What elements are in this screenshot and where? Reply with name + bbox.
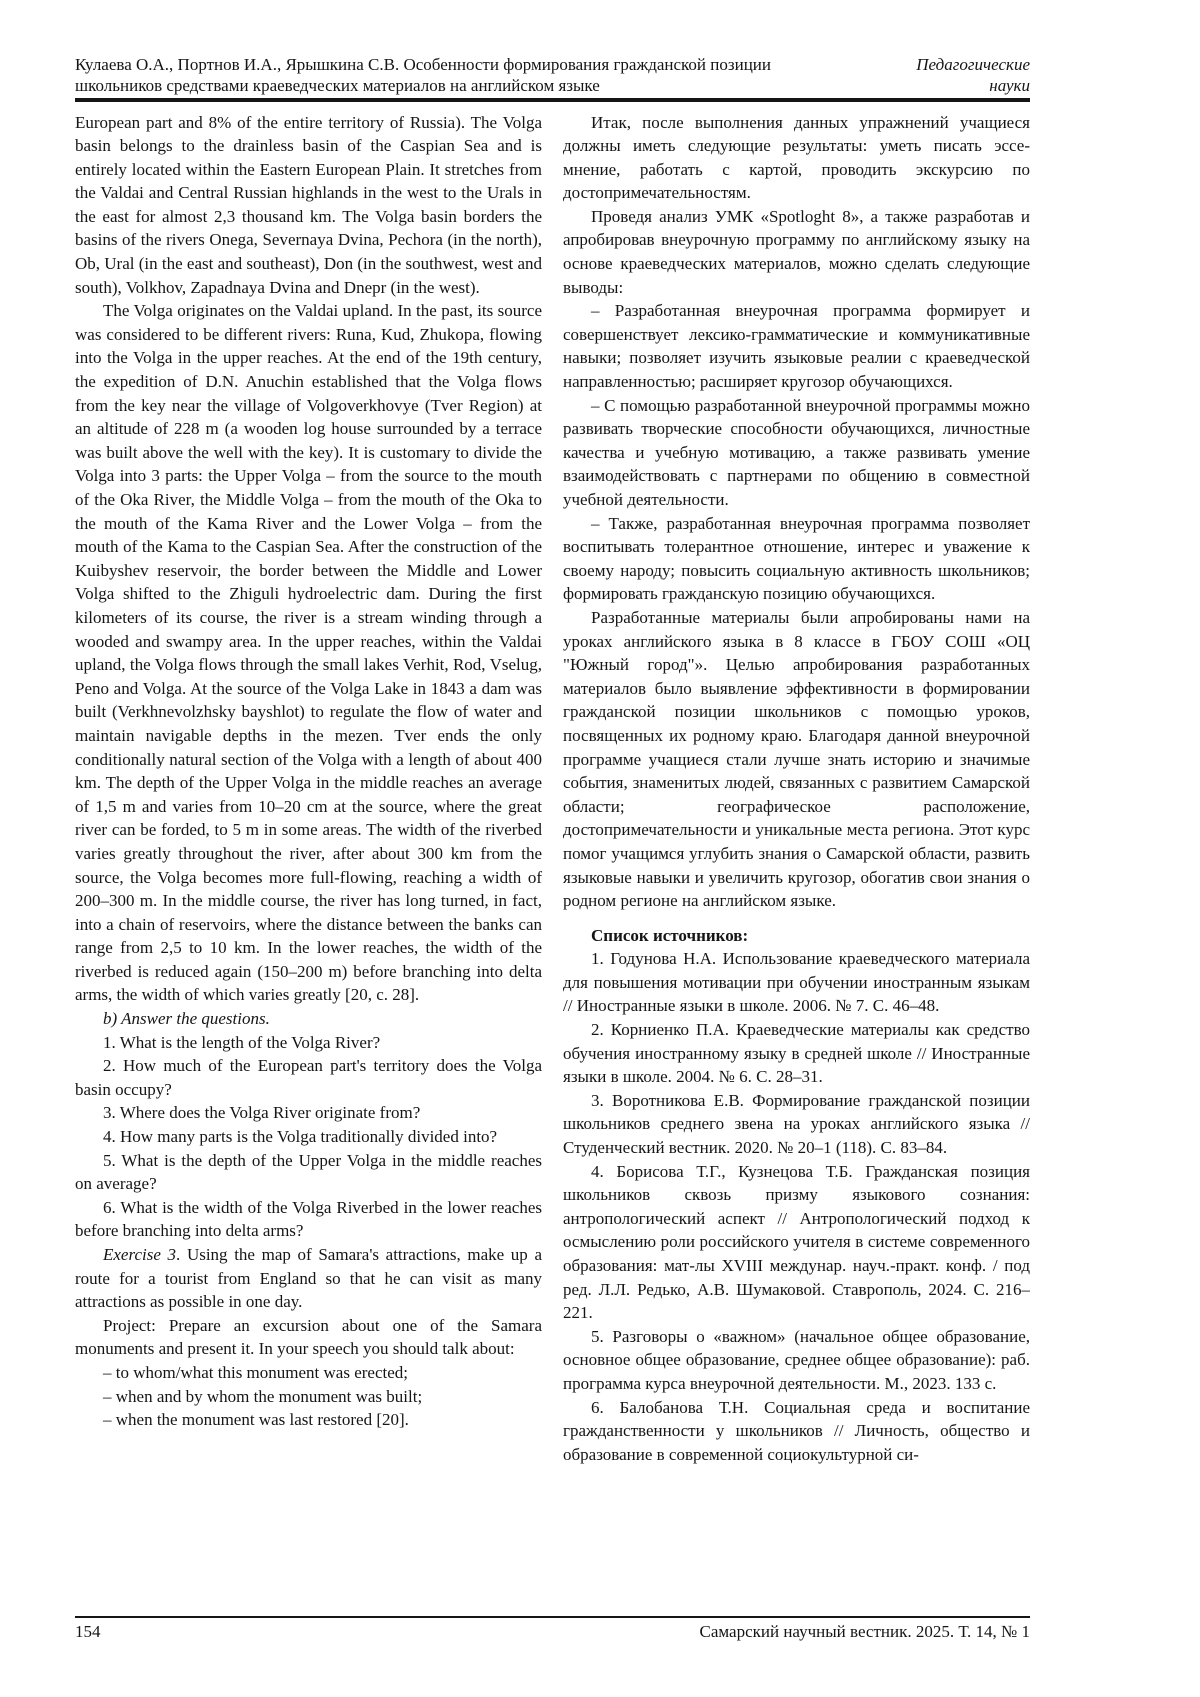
source-item-4: 4. Борисова Т.Г., Кузнецова Т.Б. Гражданская позиция школьников сквозь призму языкового сознания: антропологический аспект // Антропологический подход к осмыслению роли российского учителя в системе современного образования: мат-лы XVIII междунар. науч.-практ. конф. / под ред. Л.Л. Редько, А.В. Шумаковой. Ставрополь, 2024. С. 216–221. xyxy=(563,1161,1030,1323)
question-item-2: 2. How much of the European part's territory does the Volga basin occupy? xyxy=(75,1056,542,1099)
conclusion-item-3: – Также, разработанная внеурочная программа позволяет воспитывать толерантное отношение, интерес и уважение к своему народу; повысить социальную активность школьников; формировать гражданскую позицию обучающихся. xyxy=(563,513,1030,604)
bullet-item-2: – when and by whom the monument was built; xyxy=(103,1386,423,1406)
sources-heading: Список источников: xyxy=(591,925,749,945)
page-footer xyxy=(75,1616,1030,1643)
source-item-2: 2. Корниенко П.А. Краеведческие материалы как средство обучения иностранному языку в средней школе // Иностранные языки в школе. 2004. № 6. С. 28–31. xyxy=(563,1020,1030,1087)
exercise-3-text: . Using the map of Samara's attractions, make up a route for a tourist from England so that he can visit as many attractions as possible in one day. xyxy=(75,1245,543,1312)
paragraph-approbation: Разработанные материалы были апробированы нами на уроках английского языка в 8 классе в ГБОУ СОШ «ОЦ "Южный город"». Целью апробирования разработанных материалов было выявление эффективности в формировании гражданской позиции школьников с помощью уроков, посвященных их родному краю. Благодаря данной внеурочной программе учащиеся стали лучше знать историю и значимые события, знаменитых людей, связанных с развитием Самарской области; географическое расположение, достопримечательности и уникальные места региона. Этот курс помог учащимся углубить знания о Самарской области, развить языковые навыки и увеличить кругозор, обогатив свои знания о родном регионе на английском языке. xyxy=(563,607,1030,911)
conclusion-item-1: – Разработанная внеурочная программа формирует и совершенствует лексико-грамматические и коммуникативные навыки; позволяет изучить языковые реалии с краеведческой направленностью; расширяет кругозор обучающихся. xyxy=(563,301,1030,392)
journal-reference: Самарский научный вестник. 2025. Т. 14, № 1 xyxy=(699,1622,1030,1641)
paragraph-results: Итак, после выполнения данных упражнений учащиеся должны иметь следующие результаты: уметь писать эссе-мнение, работать с картой, проводить экскурсию по достопримечательностям. xyxy=(563,112,1030,203)
source-item-5: 5. Разговоры о «важном» (начальное общее образование, основное общее образование, среднее общее образование): раб. программа курса внеурочной деятельности. М., 2023. 133 с. xyxy=(563,1326,1030,1393)
question-item-5: 5. What is the depth of the Upper Volga in the middle reaches on average? xyxy=(75,1150,542,1194)
section-title-line2: науки xyxy=(989,76,1030,95)
task-answer-questions: b) Answer the questions. xyxy=(103,1009,270,1029)
question-item-3: 3. Where does the Volga River originate from? xyxy=(103,1103,421,1123)
section-title xyxy=(916,54,1030,96)
paragraph-volga-basin: European part and 8% of the entire territory of Russia). The Volga basin belongs to the drainless basin of the Caspian Sea and is entirely located within the Eastern European Plain. It stretches from the Valdai and Central Russian highlands in the west to the Urals in the east for almost 2,3 thousand km. The Volga basin borders the basins of the rivers Onega, Severnaya Dvina, Pechora (in the north), Ob, Ural (in the east and southeast), Don (in the southwest, west and south), Volkhov, Zapadnaya Dvina and Dnepr (in the west). xyxy=(75,112,542,297)
left-column xyxy=(75,111,542,1615)
paragraph-umk-analysis: Проведя анализ УМК «Spotloght 8», а также разработав и апробировав внеурочную программу по английскому языку на основе краеведческих материалов, можно сделать следующие выводы: xyxy=(563,206,1030,297)
source-item-6: 6. Балобанова Т.Н. Социальная среда и воспитание гражданственности у школьников // Личность, общество и образование в современной социокультурной си- xyxy=(563,1397,1030,1464)
bullet-item-3: – when the monument was last restored [20]. xyxy=(103,1410,409,1430)
page-number: 154 xyxy=(75,1622,101,1641)
running-title-line1: Кулаева О.А., Портнов И.А., Ярышкина С.В. Особенности формирования гражданской позиции xyxy=(75,55,771,74)
exercise-3-label: Exercise 3 xyxy=(103,1245,177,1264)
page-header xyxy=(75,54,1030,96)
paragraph-exercise-3 xyxy=(75,1243,542,1314)
bullet-item-1: – to whom/what this monument was erected; xyxy=(103,1362,408,1382)
conclusion-item-2: – С помощью разработанной внеурочной программы можно развивать творческие способности обучающихся, личностные качества и учебную мотивацию, а также развивать умение взаимодействовать с партнерами по общению в совместной учебной деятельности. xyxy=(563,395,1030,509)
two-column-body xyxy=(75,111,1030,1615)
question-item-1: 1. What is the length of the Volga River? xyxy=(103,1032,381,1052)
source-item-3: 3. Воротникова Е.В. Формирование гражданской позиции школьников среднего звена на уроках английского языка // Студенческий вестник. 2020. № 20–1 (118). С. 83–84. xyxy=(563,1090,1030,1158)
question-item-4: 4. How many parts is the Volga traditionally divided into? xyxy=(103,1127,498,1147)
question-item-6: 6. What is the width of the Volga Riverbed in the lower reaches before branching into delta arms? xyxy=(75,1197,542,1241)
section-title-line1: Педагогические xyxy=(916,55,1030,74)
right-column xyxy=(563,111,1030,1615)
paragraph-project: Project: Prepare an excursion about one of the Samara monuments and present it. In your speech you should talk about: xyxy=(75,1315,542,1359)
running-title-line2: школьников средствами краеведческих материалов на английском языке xyxy=(75,76,600,95)
source-item-1: 1. Годунова Н.А. Использование краеведческого материала для повышения мотивации при обучении иностранным языкам // Иностранные языки в школе. 2006. № 7. С. 46–48. xyxy=(563,949,1030,1016)
header-rule xyxy=(75,98,1030,102)
running-title xyxy=(75,54,771,96)
paragraph-volga-course: The Volga originates on the Valdai upland. In the past, its source was considered to be different rivers: Runa, Kud, Zhukopa, flowing into the Volga in the upper reaches. At the end of the 19th century, the expedition of D.N. Anuchin established that the Volga flows from the key near the village of Volgoverkhovye (Tver Region) at an altitude of 228 m (a wooden log house surrounded by a terrace was built above the well with the key). It is customary to divide the Volga into 3 parts: the Upper Volga – from the source to the mouth of the Oka River, the Middle Volga – from the mouth of the Oka to the mouth of the Kama River and the Lower Volga – from the mouth of the Kama to the Caspian Sea. After the construction of the Kuibyshev reservoir, the border between the Middle and Lower Volga shifted to the Zhiguli hydroelectric dam. During the first kilometers of its course, the river is a stream winding through a wooded and swampy area. In the upper reaches, within the Valdai upland, the Volga flows through the small lakes Verhit, Rod, Vselug, Peno and Volga. At the source of the Volga Lake in 1843 a dam was built (Verkhnevolzhsky bayshlot) to regulate the flow of water and maintain navigable depths in the mezen. Tver ends the only conditionally natural section of the Volga with a length of about 400 km. The depth of the Upper Volga in the middle reaches an average of 1,5 m and varies from 10–20 cm at the source, where the great river can be forded, to 5 m in some areas. The width of the riverbed varies greatly throughout the river, after about 300 km from the source, the Volga becomes more full-flowing, reaching a width of 200–300 m. In the middle course, the river has long turned, in fact, into a chain of reservoirs, where the distance between the banks can range from 2,5 to 10 km. In the lower reaches, the width of the riverbed is reduced again (150–200 m) before branching into delta arms, the width of which varies greatly [20, с. 28]. xyxy=(75,301,542,1005)
